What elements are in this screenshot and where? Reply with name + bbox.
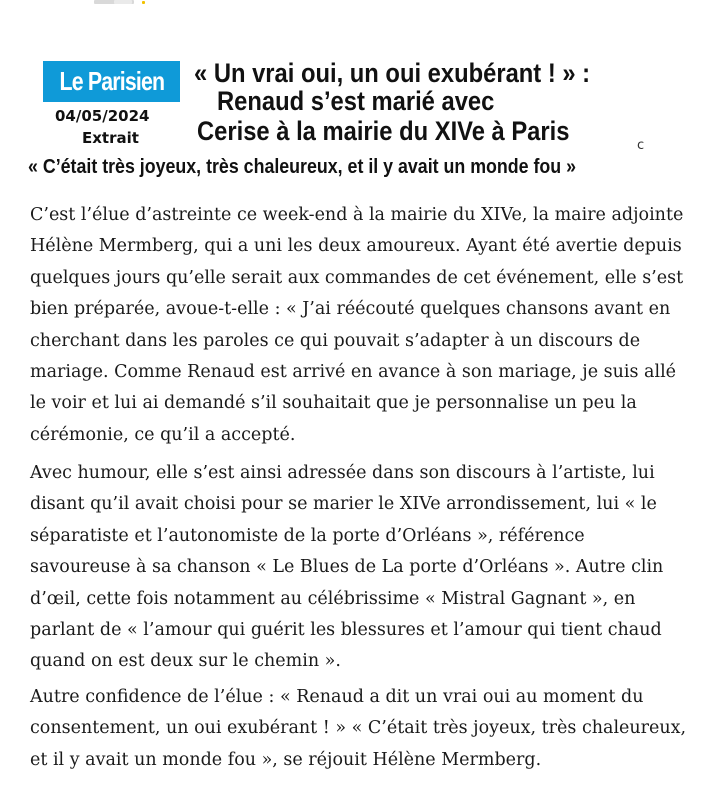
headline-line-2: Renaud s’est marié avec bbox=[217, 86, 495, 116]
crop-artifact bbox=[114, 0, 132, 4]
le-parisien-logo bbox=[43, 61, 180, 102]
headline-line-3: Cerise à la mairie du XIVe à Paris bbox=[197, 116, 570, 146]
headline-line-1: « Un vrai oui, un oui exubérant ! » : bbox=[194, 58, 591, 88]
top-crop-bar bbox=[0, 0, 701, 10]
logo-text: Le Parisien bbox=[59, 66, 164, 96]
extract-label: Extrait bbox=[82, 129, 139, 147]
article-date: 04/05/2024 bbox=[55, 107, 150, 125]
article-paragraph-2: Avec humour, elle s’est ainsi adressée dans son discours à l’artiste, lui disant qu’il avait choisi pour se marier le XIVe arrondissement, lui « le séparatiste et l’autonomiste de la porte d’Orléans », référence savoureuse à sa chanson « Le Blues de La porte d’Orléans ». Autre clin d’œil, cette fois notamment au célébrissime « Mistral Gagnant », en parlant de « l’amour qui guérit les blessures et l’amour qui tient chaud quand on est deux sur le chemin ». bbox=[30, 463, 664, 672]
article-paragraph-3: Autre confidence de l’élue : « Renaud a dit un vrai oui au moment du consentement, un oui exubérant ! » « C’était très joyeux, très chaleureux, et il y avait un monde fou », se réjouit Hélène Mermberg. bbox=[30, 687, 687, 770]
crop-artifact bbox=[142, 1, 145, 4]
side-mark: c bbox=[637, 138, 645, 153]
pull-quote: « C’était très joyeux, très chaleureux, et il y avait un monde fou » bbox=[28, 156, 577, 178]
article-paragraph-1: C’est l’élue d’astreinte ce week-end à la mairie du XIVe, la maire adjointe Hélène Mermberg, qui a uni les deux amoureux. Ayant été avertie depuis quelques jours qu’elle serait aux commandes de cet événement, elle s’est bien préparée, avoue-t-elle : « J’ai réécouté quelques chansons avant en cherchant dans les paroles ce qui pouvait s’adapter à un discours de mariage. Comme Renaud est arrivé en avance à son mariage, je suis allé le voir et lui ai demandé s’il souhaitait que je personnalise un peu la cérémonie, ce qu’il a accepté. bbox=[30, 205, 684, 445]
